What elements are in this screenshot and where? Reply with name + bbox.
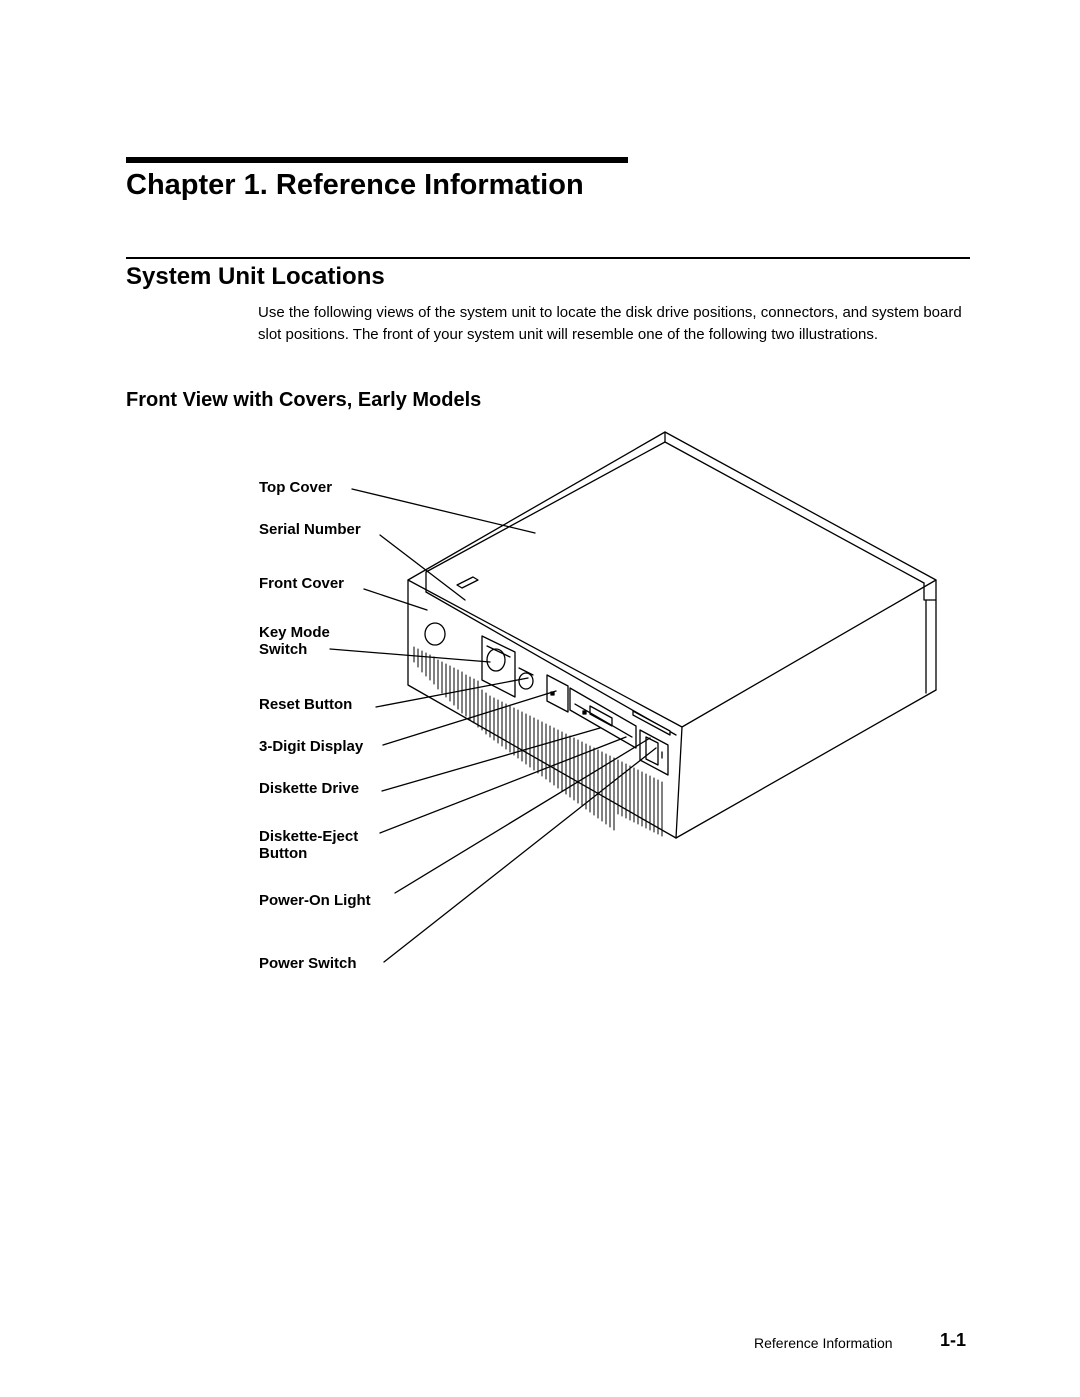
leader-power-on-light	[395, 738, 650, 893]
intro-paragraph: Use the following views of the system unit to locate the disk drive positions, connectors, and system board slot positions. The front of your system unit will resemble one of the following two illustrations.	[258, 304, 962, 343]
section-title: System Unit Locations	[126, 263, 385, 290]
callout-diskette-drive: Diskette Drive	[259, 780, 360, 797]
page-number: 1-1	[940, 1330, 967, 1350]
leader-key-mode-switch	[330, 649, 490, 662]
callout-power-switch: Power Switch	[259, 955, 357, 972]
callout-serial-number: Serial Number	[259, 521, 361, 538]
subsection-title: Front View with Covers, Early Models	[126, 389, 482, 411]
leader-power-switch	[384, 748, 656, 962]
leader-front-cover	[364, 589, 427, 610]
leader-diskette-eject-button	[380, 737, 626, 833]
callout-three-digit-display: 3-Digit Display	[259, 738, 364, 755]
logo-emblem	[425, 623, 445, 645]
power-switch-housing	[640, 730, 668, 775]
callout-reset-button: Reset Button	[259, 696, 353, 713]
callout-front-cover: Front Cover	[259, 575, 345, 592]
system-unit-body	[408, 432, 936, 838]
callout-power-on-light: Power-On Light	[259, 892, 371, 909]
leader-top-cover	[352, 489, 535, 533]
callout-key-mode-switch: Key Mode Switch	[259, 624, 330, 658]
chapter-title: Chapter 1. Reference Information	[126, 169, 584, 201]
key-mode-switch-housing	[482, 636, 533, 697]
callout-diskette-eject-button: Diskette-Eject Button	[259, 828, 359, 862]
callout-top-cover: Top Cover	[259, 479, 333, 496]
footer-chapter-label: Reference Information	[754, 1335, 893, 1351]
